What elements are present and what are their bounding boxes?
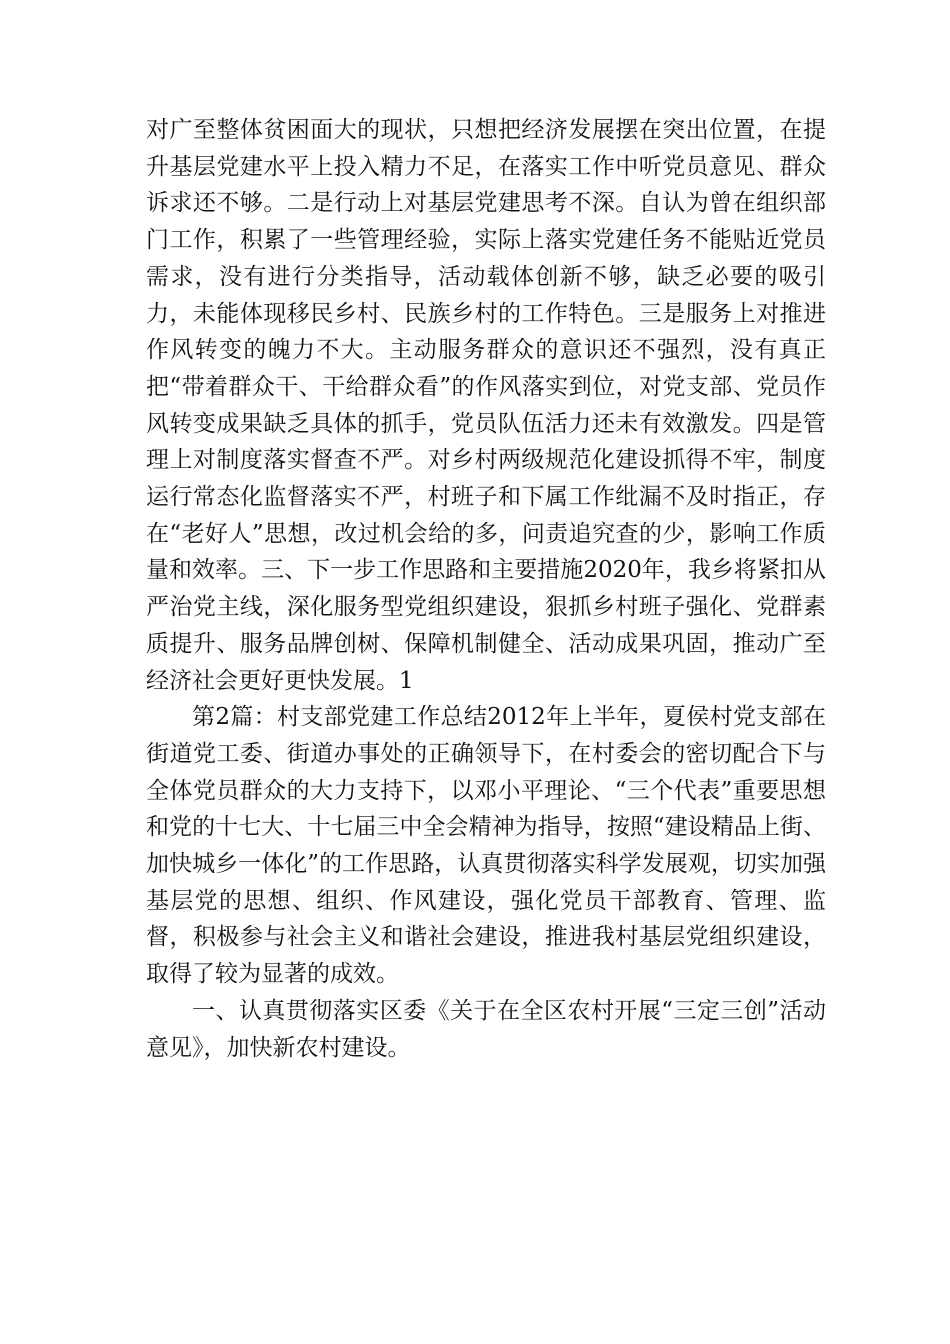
paragraph-section-1: 一、认真贯彻落实区委《关于在全区农村开展“三定三创”活动意见》，加快新农村建设。 [146,997,826,1061]
paragraph-continuation: 对广至整体贫困面大的现状，只想把经济发展摆在突出位置，在提升基层党建水平上投入精力不足，在落实工作中听党员意见、群众诉求还不够。二是行动上对基层党建思考不深。自认为曾在组织部门工作，积累了一些管理经验，实际上落实党建任务不能贴近党员需求，没有进行分类指导，活动载体创新不够，缺乏必要的吸引力，未能体现移民乡村、民族乡村的工作特色。三是服务上对推进作风转变的魄力不大。主动服务群众的意识还不强烈，没有真正把“带着群众干、干给群众看”的作风落实到位，对党支部、党员作风转变成果缺乏具体的抓手，党员队伍活力还未有效激发。四是管理上对制度落实督查不严。对乡村两级规范化建设抓得不牢，制度运行常态化监督落实不严，村班子和下属工作纰漏不及时指正，存在“老好人”思想，改过机会给的多，问责追究查的少，影响工作质量和效率。三、下一步工作思路和主要措施2020年，我乡将紧扣从严治党主线，深化服务型党组织建设，狠抓乡村班子强化、党群素质提升、服务品牌创树、保障机制健全、活动成果巩固，推动广至经济社会更好更快发展。1 [146,117,826,694]
paragraph-article-2: 第2篇：村支部党建工作总结2012年上半年，夏侯村党支部在街道党工委、街道办事处的正确领导下，在村委会的密切配合下与全体党员群众的大力支持下，以邓小平理论、“三个代表”重要思想和党的十七大、十七届三中全会精神为指导，按照“建设精品上街、加快城乡一体化”的工作思路，认真贯彻落实科学发展观，切实加强基层党的思想、组织、作风建设，强化党员干部教育、管理、监督，积极参与社会主义和谐社会建设，推进我村基层党组织建设，取得了较为显著的成效。 [146,704,826,988]
document-body [146,112,826,1066]
